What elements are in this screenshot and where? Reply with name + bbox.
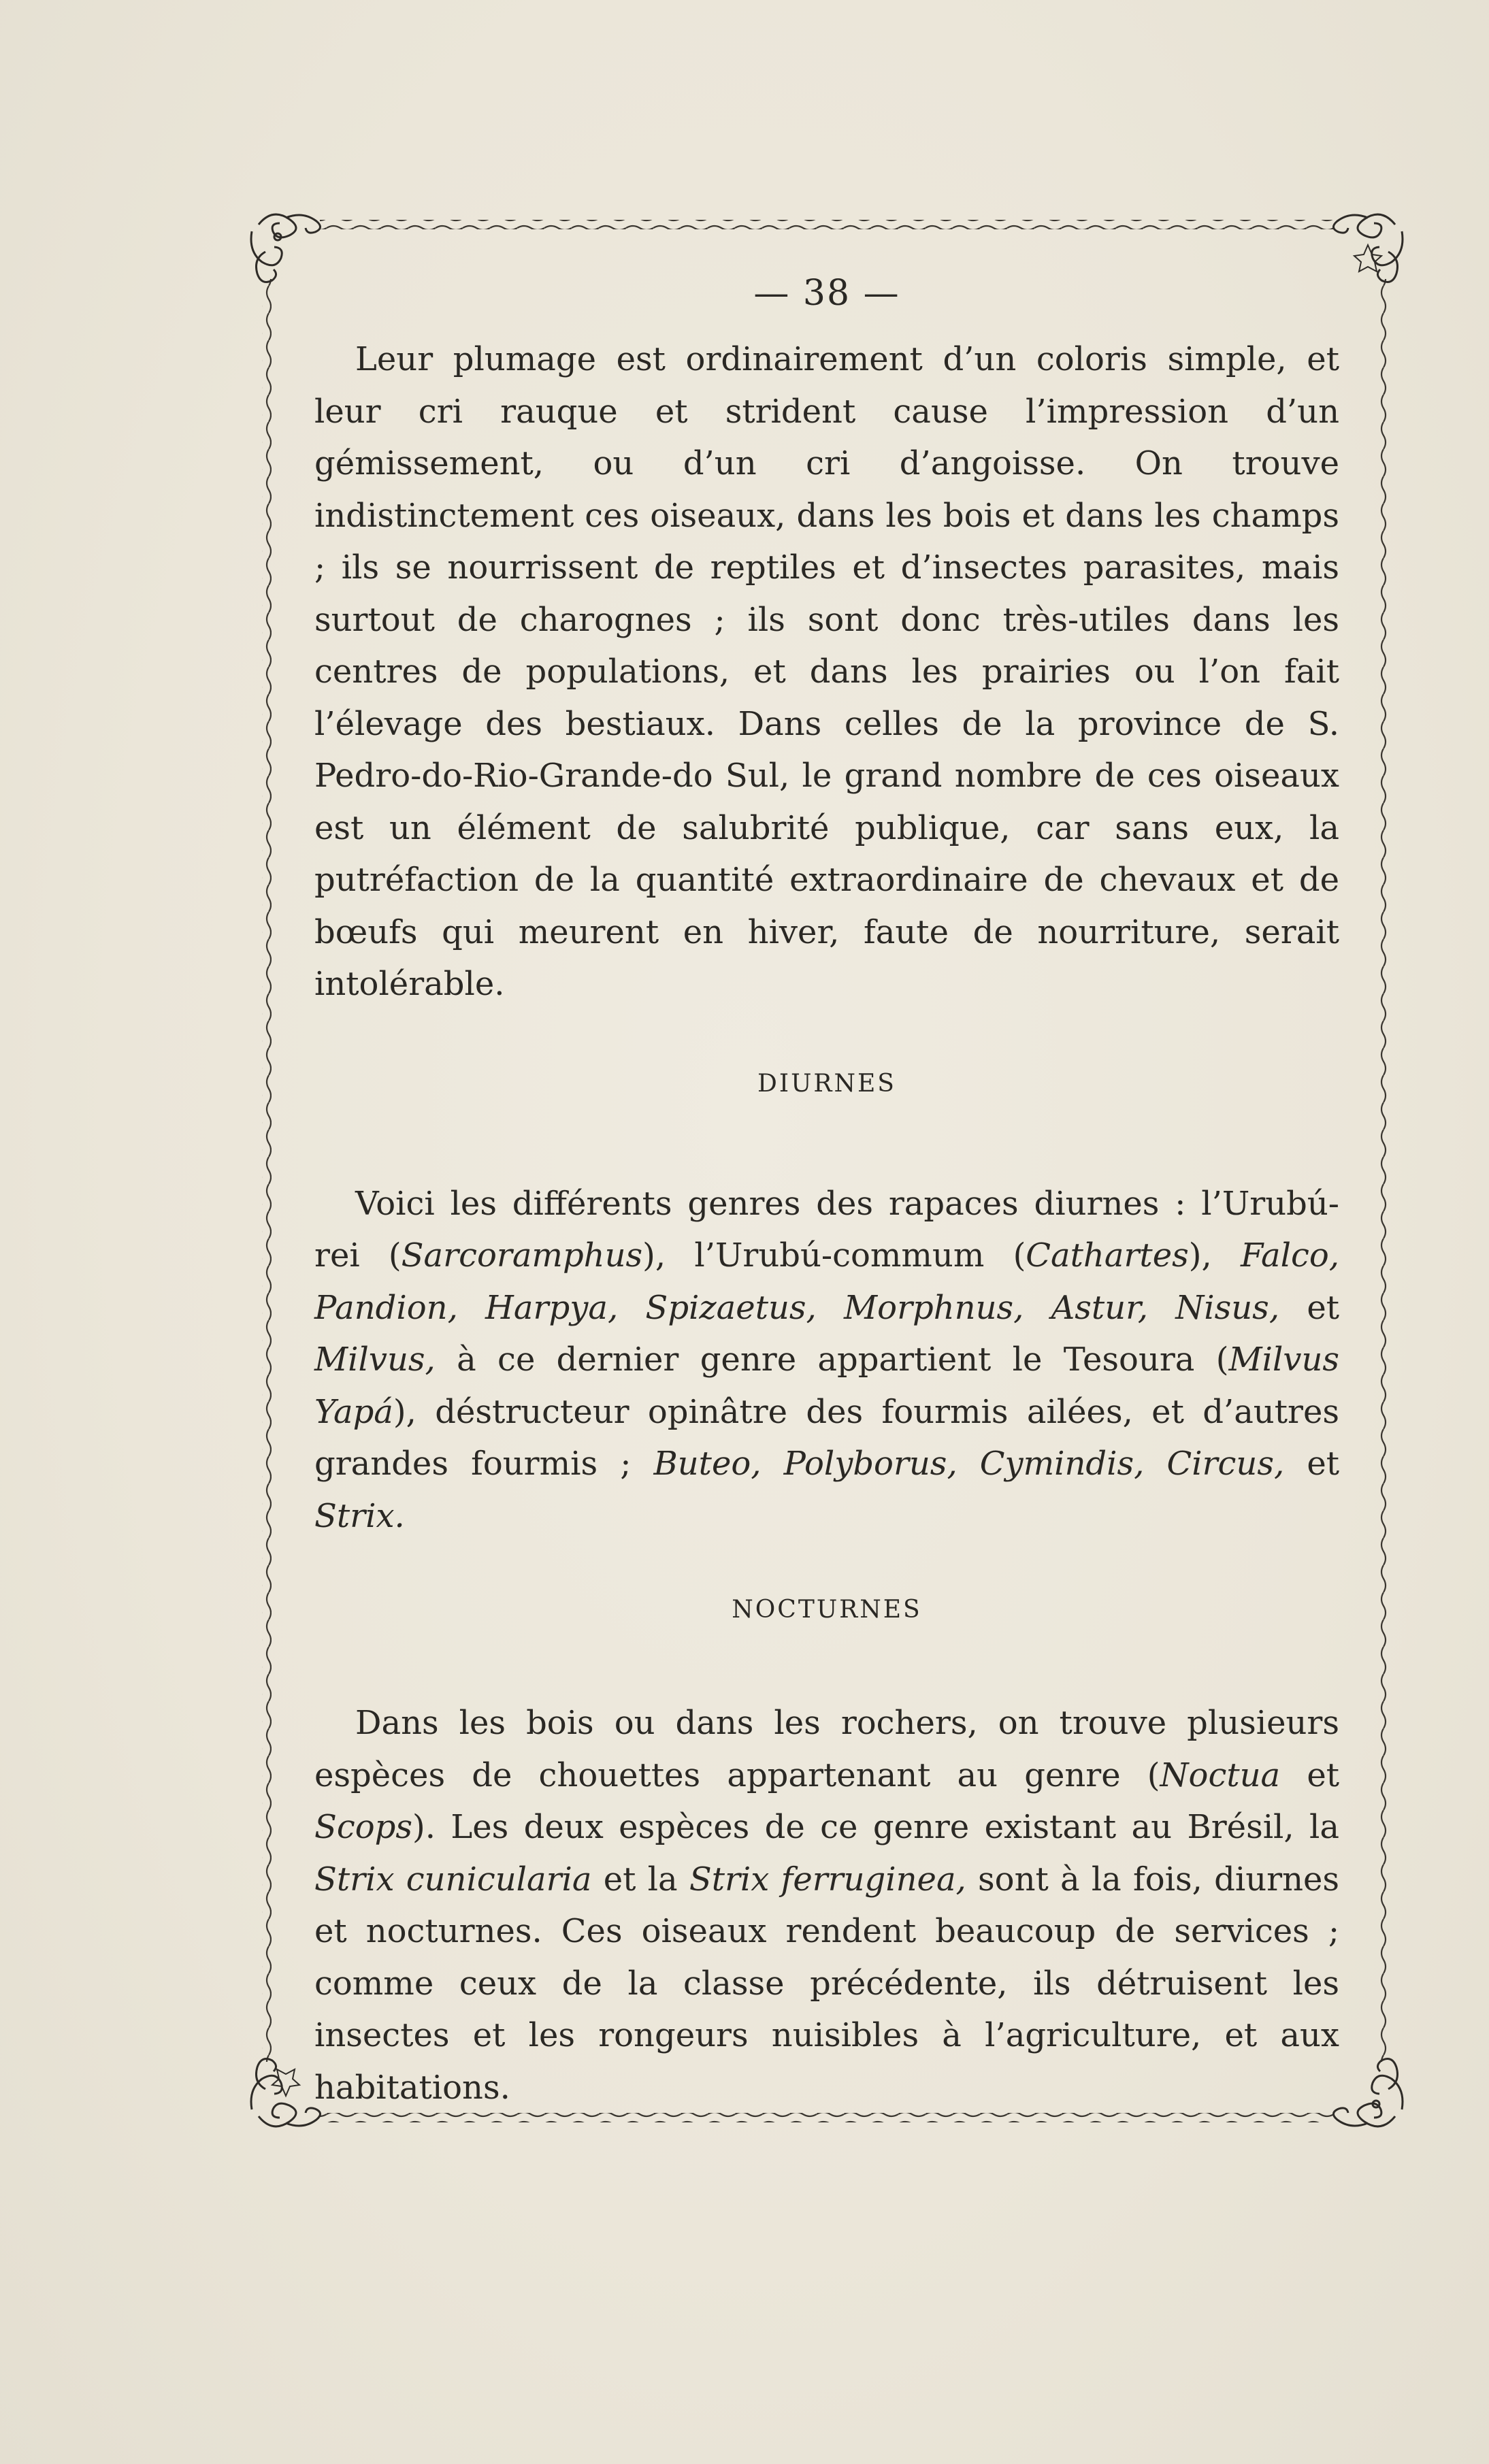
corner-ornament-top-right [1333,214,1403,282]
genus-name: Milvus, [314,1341,436,1379]
genus-name: Milvus Yapá [314,1341,1339,1431]
text-run: et [1280,1756,1340,1794]
bottom-border [320,2113,1334,2122]
paragraph-nocturnes [314,1697,1339,2114]
text-run: et [1284,1445,1340,1483]
heading-diurnes: DIURNES [757,1069,896,1098]
right-border [1380,279,1390,2062]
page-number: — 38 — [753,273,900,314]
text-run: et la [591,1860,689,1899]
text-run: et [1279,1288,1340,1327]
text-run: Dans les bois ou dans les rochers, on trouve plusieurs espèces de chouettes appartenant au genre ( [314,1704,1339,1794]
text-run: ), l’Urubú-commum ( [642,1236,1026,1275]
page-content [314,269,1339,2114]
paragraph-vultures: Leur plumage est ordinairement d’un coloris simple, et leur cri rauque et strident cause l’impression d’un gémissement, ou d’un cri d’angoisse. On trouve indistinctement ces oiseaux, dans les bois et dans les champs ; ils se nourrissent de reptiles et d’insectes parasites, mais surtout de charognes ; ils sont donc très-utiles dans les centres de populations, et dans les prairies ou l’on fait l’élevage des bestiaux. Dans celles de la province de S. Pedro-do-Rio-Grande-do Sul, le grand nombre de ces oiseaux est un élément de salubrité publique, car sans eux, la putréfaction de la quantité extraordinaire de chevaux et de bœufs qui meurent en hiver, faute de nourriture, serait intolérable. [314,340,1339,1003]
genus-name: Falco, Pandion, Harpya, Spizaetus, Morphnus, Astur, Nisus, [314,1236,1339,1327]
genus-name: Buteo, Polyborus, Cymindis, Circus, [653,1445,1285,1483]
ornamental-frame [245,204,1409,2137]
paragraph-diurnes [314,1178,1339,1543]
corner-ornament-bottom-right [1333,2059,1403,2126]
genus-name: Strix. [314,1496,405,1535]
genus-name: Noctua [1160,1756,1281,1794]
corner-ornament-top-left [251,214,321,282]
left-border [262,279,272,2062]
genus-name: Sarcoramphus [401,1236,643,1275]
heading-nocturnes: NOCTURNES [732,1596,922,1624]
text-run: sont à la fois, diurnes et nocturnes. Ces oiseaux rendent beaucoup de services ; comme ceux de la classe précédente, ils détruisent les insectes et les rongeurs nuisibles à l’agriculture, et aux habitations. [314,1860,1340,2107]
top-border [320,220,1334,229]
species-name: Strix cunicularia [314,1860,592,1899]
genus-name: Cathartes [1026,1236,1189,1275]
species-name: Strix ferruginea, [689,1860,966,1899]
text-run: ). Les deux espèces de ce genre existant au Brésil, la [412,1808,1339,1846]
text-run: Voici les différents genres des rapaces diurnes : l’Urubú-rei ( [314,1184,1339,1275]
text-run: ), déstructeur opinâtre des fourmis ailées, et d’autres grandes fourmis ; [314,1392,1339,1483]
text-run: à ce dernier genre appartient le Tesoura ( [435,1341,1229,1379]
text-run: ), [1188,1236,1241,1275]
genus-name: Scops [314,1808,413,1846]
corner-ornament-bottom-left [251,2059,321,2126]
